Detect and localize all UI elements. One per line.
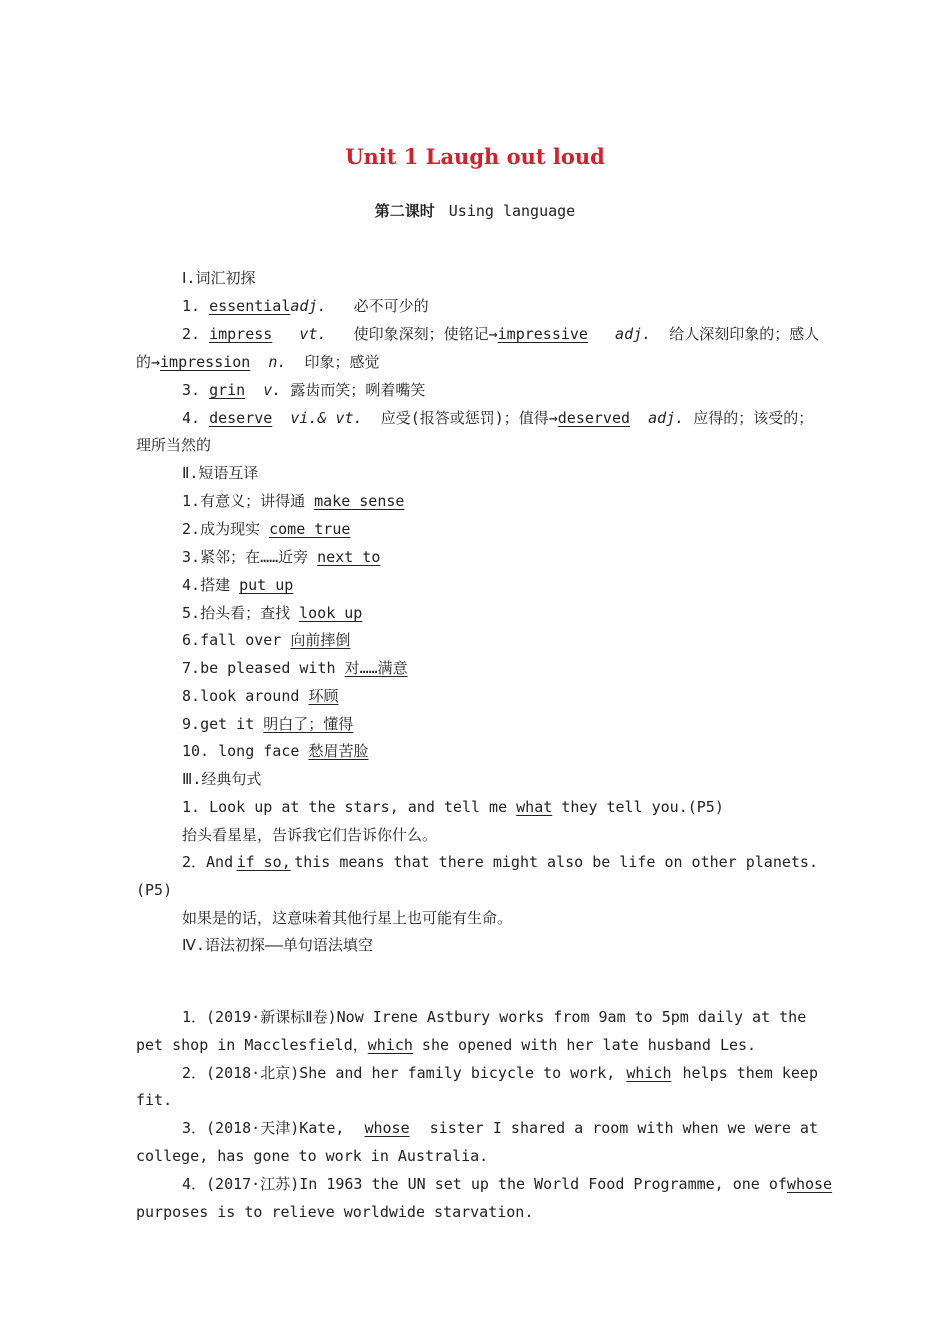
section-heading: Ⅲ.经典句式 (182, 770, 262, 788)
subtitle-en: Using language (448, 202, 576, 220)
vocab-item: 2. impress vt. 使印象深刻；使铭记→impressive adj. 给人深刻印象的；感人 (182, 325, 820, 343)
sentence-translation: 抬头看星星，告诉我它们告诉你什么。 (182, 826, 438, 844)
sentence-item: 1. Look up at the stars, and tell me what they tell you.(P5) (182, 798, 724, 816)
phrase-item: 9.get it 明白了；懂得 (182, 715, 354, 733)
phrase-item: 1.有意义；讲得通 make sense (182, 492, 405, 510)
vocab-item-cont: 理所当然的 (136, 436, 212, 454)
phrase-item: 6.fall over 向前摔倒 (182, 631, 351, 649)
section-heading: Ⅳ.语法初探——单句语法填空 (182, 936, 373, 954)
grammar-item: 1．(2019·新课标Ⅱ卷)Now Irene Astbury works from 9am to 5pm daily at the (182, 1008, 807, 1026)
vocab-item: 3. grin v. 露齿而笑；咧着嘴笑 (182, 381, 426, 399)
sentence-translation: 如果是的话，这意味着其他行星上也可能有生命。 (182, 909, 513, 927)
phrase-item: 3.紧邻；在……近旁 next to (182, 548, 381, 566)
page-title: Unit 1 Laugh out loud (345, 144, 605, 169)
grammar-item-cont: fit. (136, 1091, 173, 1109)
page-subtitle (0, 200, 950, 221)
phrase-item: 10. long face 愁眉苦脸 (182, 742, 369, 760)
grammar-item: 2．(2018·北京)She and her family bicycle to work, which helps them keep (182, 1064, 818, 1082)
grammar-item: 4．(2017·江苏)In 1963 the UN set up the World Food Programme, one of whose (182, 1175, 833, 1193)
phrase-item: 8.look around 环顾 (182, 687, 339, 705)
vocab-item: 4. deserve vi.& vt. 应受(报答或惩罚)；值得→deserved adj. 应得的；该受的； (182, 409, 814, 427)
sentence-item-cont: (P5) (136, 881, 173, 899)
vocab-item: 1. essentialadj. 必不可少的 (182, 297, 429, 315)
phrase-item: 5.抬头看；查找 look up (182, 604, 363, 622)
section-heading: Ⅱ.短语互译 (182, 464, 259, 482)
subtitle-cn: 第二课时 (374, 202, 435, 220)
phrase-item: 2.成为现实 come true (182, 520, 351, 538)
section-heading: Ⅰ.词汇初探 (182, 269, 256, 287)
grammar-item-cont: purposes is to relieve worldwide starvation. (136, 1203, 534, 1221)
grammar-item-cont: pet shop in Macclesfield，which she opened with her late husband Les. (136, 1036, 757, 1054)
phrase-item: 7.be pleased with 对……满意 (182, 659, 408, 677)
grammar-item-cont: college, has gone to work in Australia. (136, 1147, 489, 1165)
phrase-item: 4.搭建 put up (182, 576, 294, 594)
sentence-item: 2．And if so, this means that there might also be life on other planets. (182, 853, 818, 871)
grammar-item: 3．(2018·天津)Kate, whose sister I shared a room with when we were at (182, 1119, 818, 1137)
vocab-item-cont: 的→impression n. 印象；感觉 (136, 353, 380, 371)
